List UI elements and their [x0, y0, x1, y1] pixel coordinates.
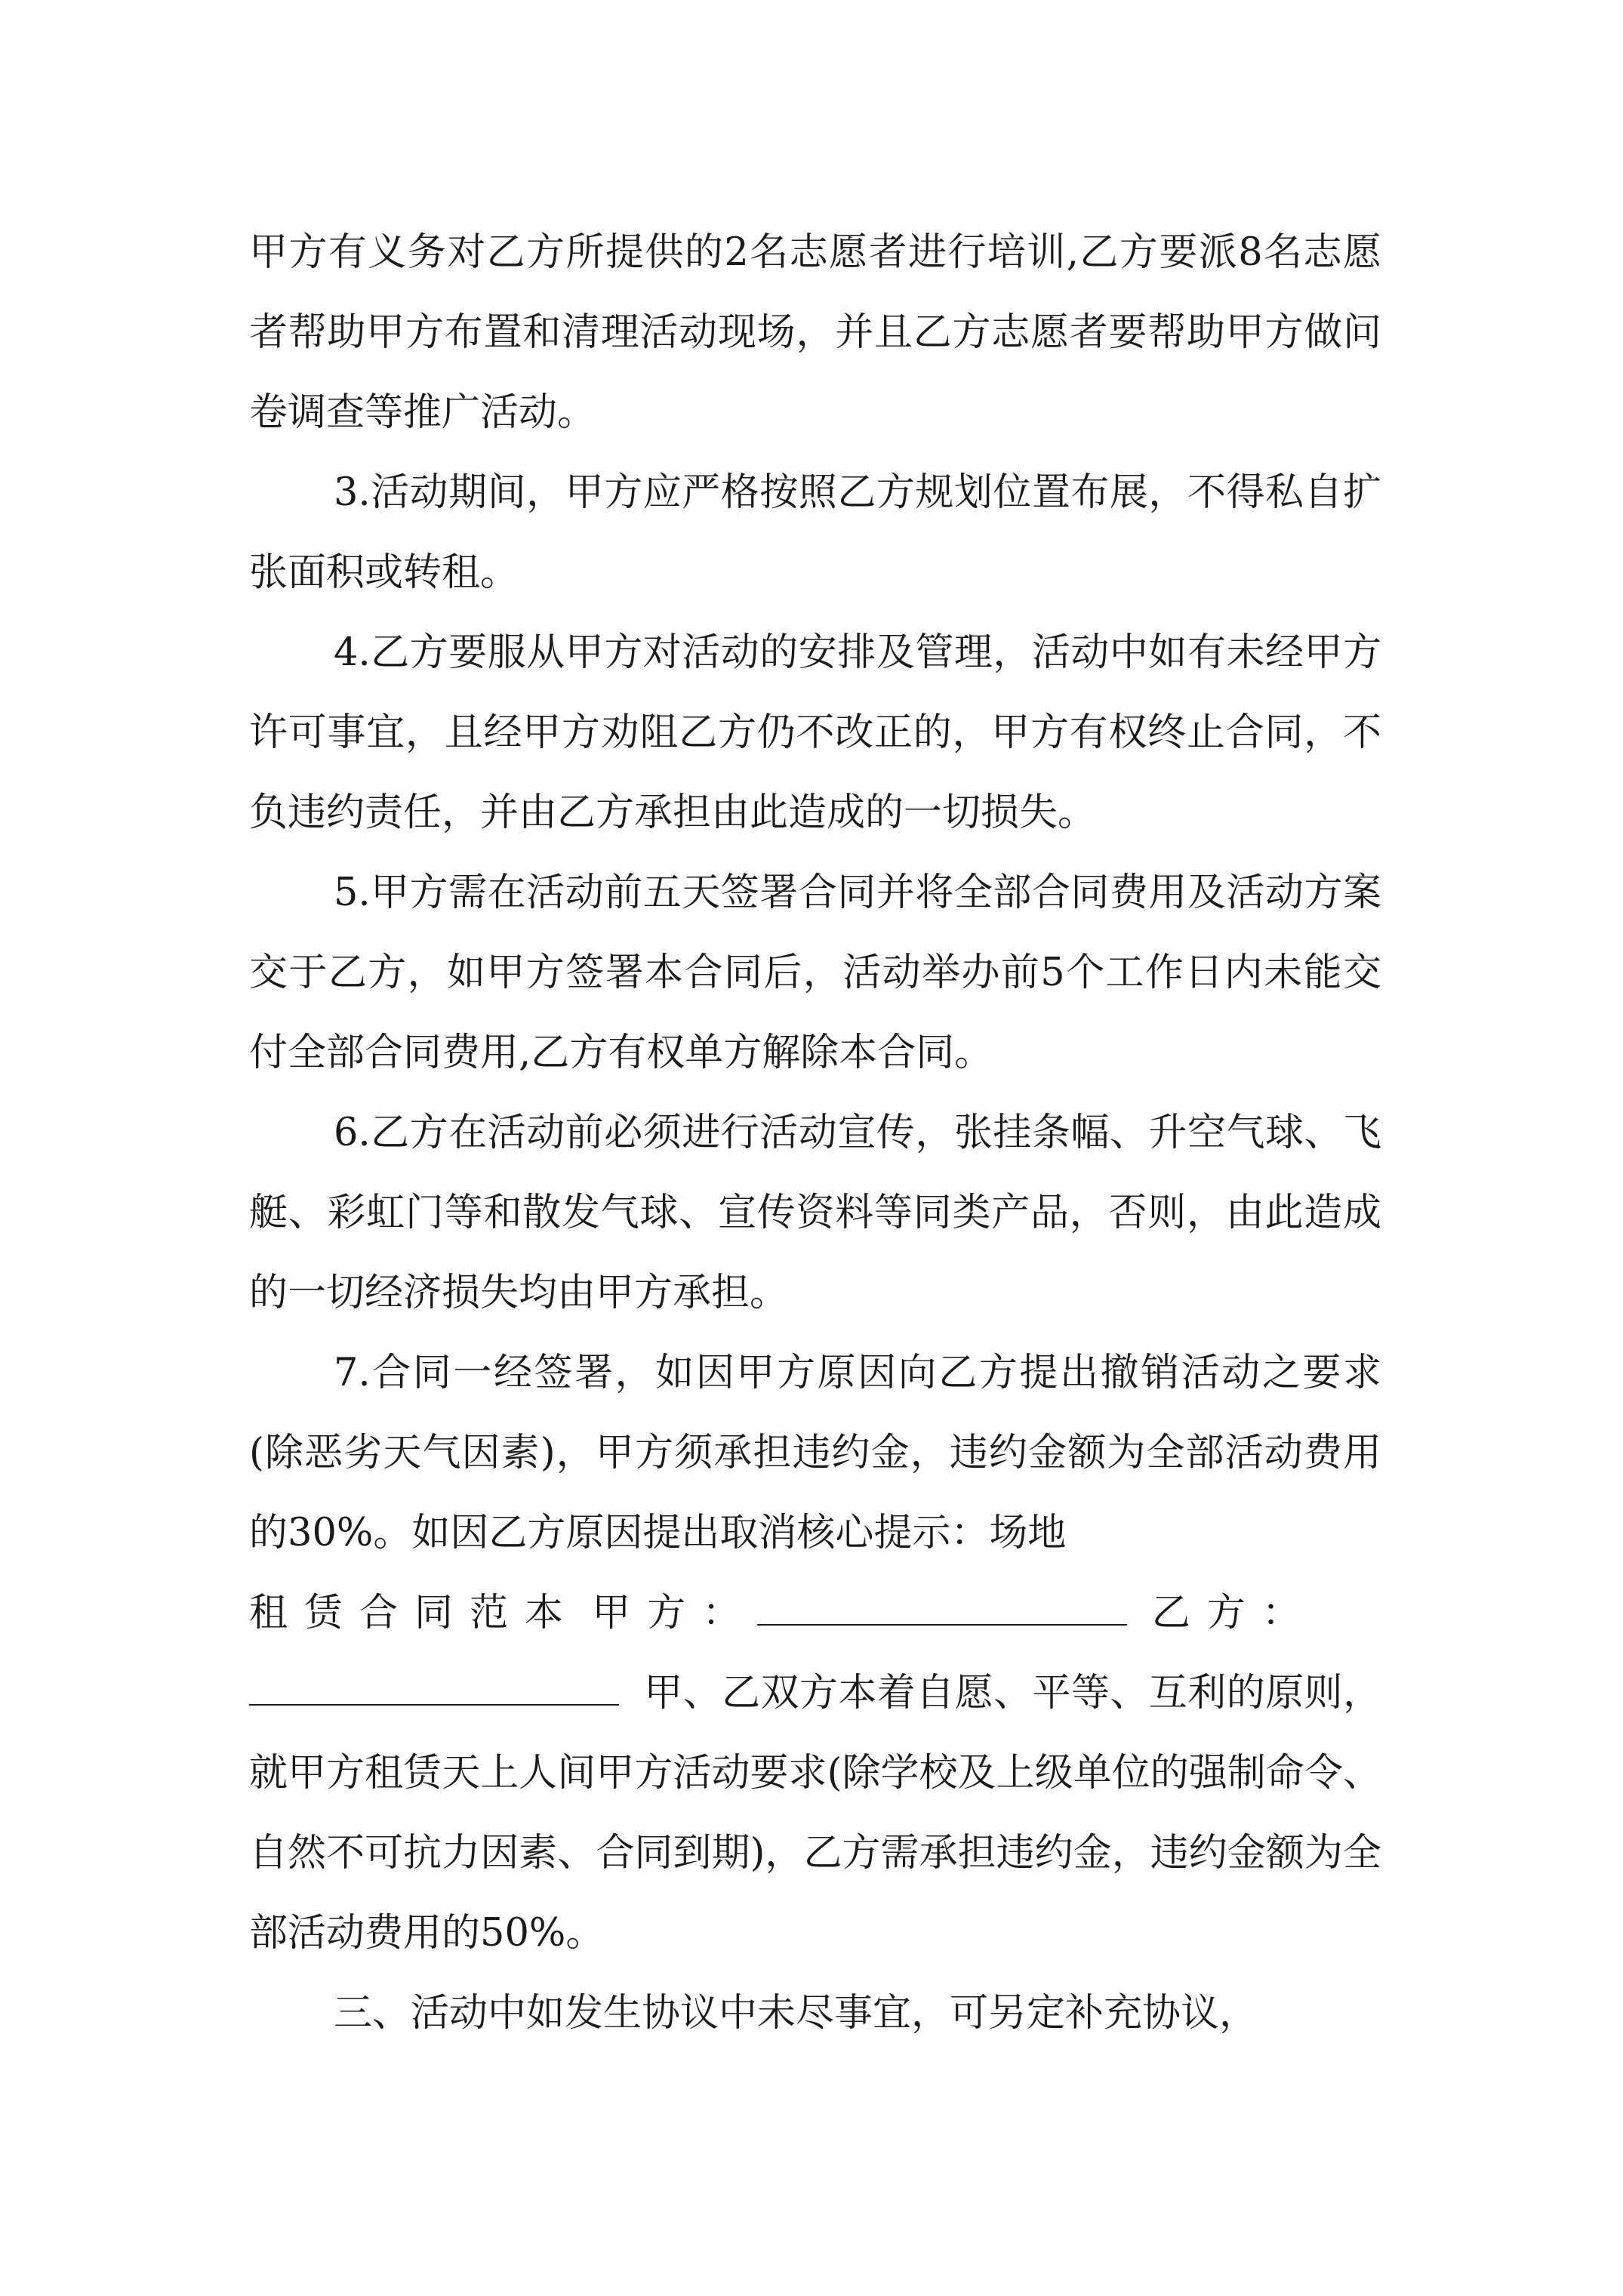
paragraph-clause-5: 5.甲方需在活动前五天签署合同并将全部合同费用及活动方案交于乙方，如甲方签署本合同后，活动举办前5个工作日内未能交付全部合同费用,乙方有权单方解除本合同。 [249, 871, 1381, 1075]
party-b-label: 乙方： [1151, 1591, 1317, 1635]
paragraph-clause-4: 4.乙方要服从甲方对活动的安排及管理，活动中如有未经甲方许可事宜，且经甲方劝阻乙方仍不改正的，甲方有权终止合同，不负违约责任，并由乙方承担由此造成的一切损失。 [249, 630, 1381, 835]
clause-7-text: 7.合同一经签署，如因甲方原因向乙方提出撤销活动之要求(除恶劣天气因素)，甲方须承担违约金，违约金额为全部活动费用的30%。如因乙方原因提出取消核心提示：场地 [249, 1351, 1381, 1555]
party-b-blank [249, 1671, 619, 1706]
paragraph-training: 甲方有义务对乙方所提供的2名志愿者进行培训,乙方要派8名志愿者帮助甲方布置和清理活动现场，并且乙方志愿者要帮助甲方做问卷调查等推广活动。 [249, 230, 1381, 435]
party-a-blank [757, 1591, 1127, 1626]
paragraph-clause-6: 6.乙方在活动前必须进行活动宣传，张挂条幅、升空气球、飞艇、彩虹门等和散发气球、宣传资料等同类产品，否则，由此造成的一切经济损失均由甲方承担。 [249, 1111, 1381, 1315]
clause-7-continued: 甲、乙双方本着自愿、平等、互利的原则，就甲方租赁天上人间甲方活动要求(除学校及上级单位的强制命令、自然不可抗力因素、合同到期)，乙方需承担违约金，违约金额为全部活动费用的50%。 [249, 1671, 1381, 1955]
paragraph-section-3: 三、活动中如发生协议中未尽事宜，可另定补充协议， [334, 1991, 1258, 2036]
contract-body [249, 213, 1381, 2054]
paragraph-clause-3: 3.活动期间，甲方应严格按照乙方规划位置布展，不得私自扩张面积或转租。 [249, 470, 1381, 595]
paragraph-clause-7 [249, 1333, 1381, 1974]
party-a-label: 甲方： [592, 1591, 758, 1635]
contract-template-heading: 租赁合同范本 [249, 1591, 581, 1635]
